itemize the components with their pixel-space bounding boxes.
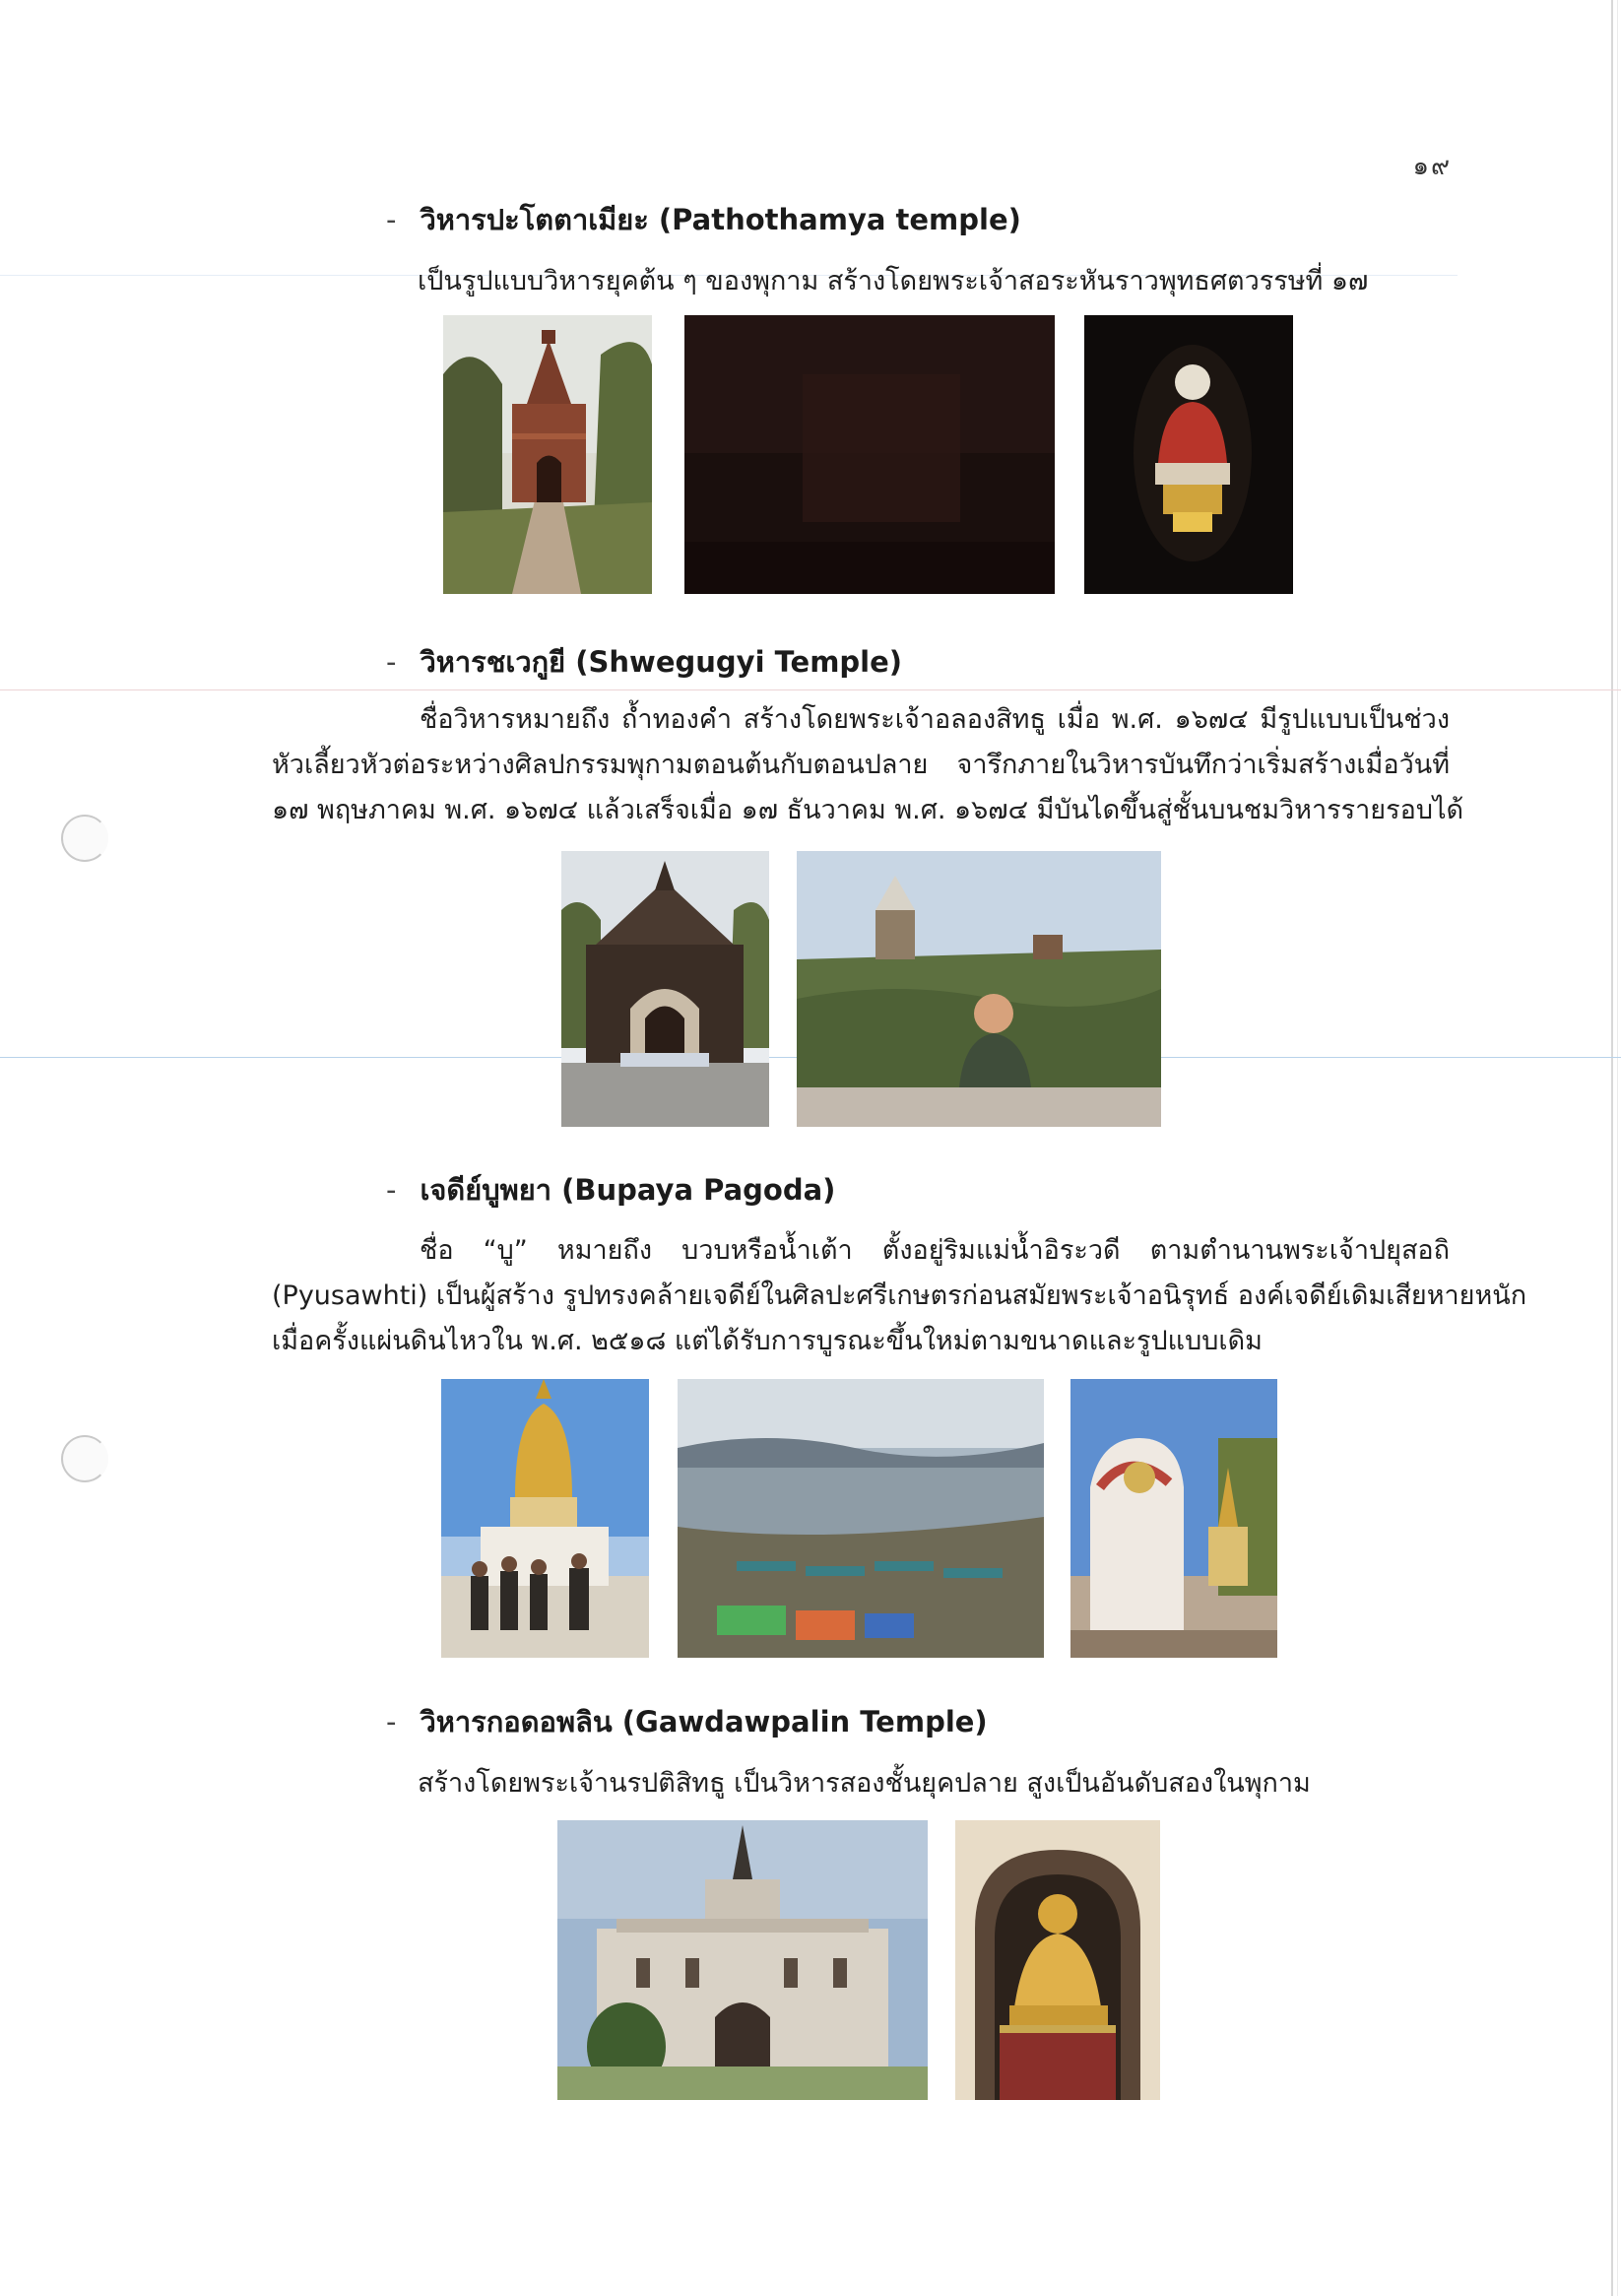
- section-body: [272, 1228, 1527, 1364]
- punch-hole: [61, 1435, 108, 1482]
- heading-text: วิหารกอดอพลิน (Gawdawpalin Temple): [420, 1705, 988, 1738]
- scan-edge-line: [1617, 0, 1618, 2296]
- photo-gawdawpalin-temple: [557, 1820, 928, 2100]
- body-line: เมื่อครั้งแผ่นดินไหวใน พ.ศ. ๒๕๑๘ แต่ได้รับการบูรณะขึ้นใหม่ตามขนาดและรูปแบบเดิม: [272, 1326, 1263, 1356]
- heading-text: วิหารปะโตตาเมียะ (Pathothamya temple): [420, 203, 1021, 236]
- section-heading: - วิหารปะโตตาเมียะ (Pathothamya temple): [386, 203, 1021, 236]
- heading-text: เจดีย์บูพยา (Bupaya Pagoda): [420, 1173, 836, 1207]
- section-body: [418, 1761, 1461, 1806]
- photo-gawdawpalin-buddha: [955, 1820, 1160, 2100]
- scan-rule-line: [0, 689, 1621, 690]
- section-body: [272, 697, 1464, 833]
- body-line: หัวเลี้ยวหัวต่อระหว่างศิลปกรรมพุกามตอนต้นกับตอนปลาย จารึกภายในวิหารบันทึกว่าเริ่มสร้างเมื่อวันที่: [272, 750, 1450, 780]
- page-number: ๑๙: [1412, 152, 1452, 181]
- photo-bupaya-river: [678, 1379, 1044, 1658]
- section-body: [418, 259, 1461, 304]
- section-heading: - วิหารชเวกูยี (Shwegugyi Temple): [386, 645, 903, 679]
- body-line: ชื่อวิหารหมายถึง ถ้ำทองคำ สร้างโดยพระเจ้าอลองสิทธู เมื่อ พ.ศ. ๑๖๗๔ มีรูปแบบเป็นช่วง: [420, 704, 1450, 735]
- body-line: เป็นรูปแบบวิหารยุคต้น ๆ ของพุกาม สร้างโดยพระเจ้าสอระหันราวพุทธศตวรรษที่ ๑๗: [418, 266, 1369, 296]
- body-line: ๑๗ พฤษภาคม พ.ศ. ๑๖๗๔ แล้วเสร็จเมื่อ ๑๗ ธันวาคม พ.ศ. ๑๖๗๔ มีบันไดขึ้นสู่ชั้นบนชมวิหารรายรอบได้: [272, 795, 1464, 825]
- section-heading: - เจดีย์บูพยา (Bupaya Pagoda): [386, 1173, 836, 1207]
- photo-pathothamya-buddha: [1084, 315, 1293, 594]
- heading-text: วิหารชเวกูยี (Shwegugyi Temple): [420, 645, 903, 679]
- photo-shwegugyi-facade: [561, 851, 769, 1127]
- body-line: สร้างโดยพระเจ้านรปติสิทธู เป็นวิหารสองชั้นยุคปลาย สูงเป็นอันดับสองในพุกาม: [418, 1768, 1311, 1799]
- section-heading: - วิหารกอดอพลิน (Gawdawpalin Temple): [386, 1705, 988, 1738]
- body-line: (Pyusawhti) เป็นผู้สร้าง รูปทรงคล้ายเจดีย์ในศิลปะศรีเกษตรก่อนสมัยพระเจ้าอนิรุทธ์ องค์เจดีย์เดิมเสียหายหนัก: [272, 1280, 1527, 1311]
- photo-pathothamya-interior-dark: [684, 315, 1055, 594]
- scan-edge-line: [1611, 0, 1613, 2296]
- body-line: ชื่อ “บู” หมายถึง บวบหรือน้ำเต้า ตั้งอยู่ริมแม่น้ำอิระวดี ตามตำนานพระเจ้าปยุสอถิ: [420, 1235, 1450, 1266]
- photo-pathothamya-exterior: [443, 315, 652, 594]
- photo-shwegugyi-view-person: [797, 851, 1161, 1127]
- punch-hole: [61, 815, 108, 862]
- photo-bupaya-chinthe: [1070, 1379, 1277, 1658]
- photo-bupaya-group: [441, 1379, 649, 1658]
